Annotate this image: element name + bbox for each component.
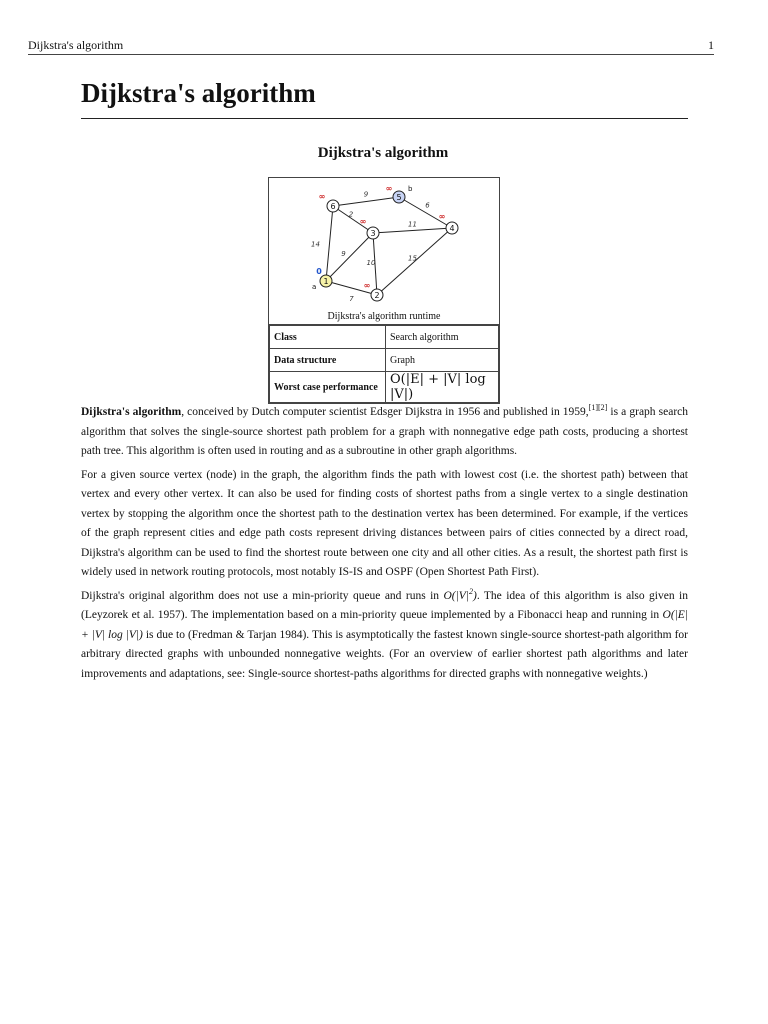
complexity-formula (443, 586, 477, 602)
running-header (28, 38, 714, 54)
node-number-label: 1 (323, 277, 329, 286)
edge-weight-label: 9 (341, 250, 346, 258)
paragraph-text: , conceived by Dutch computer scientist Edsger Dijkstra in 1956 and published in 1959, (181, 406, 589, 418)
article-body (81, 403, 688, 688)
row-value: Graph (386, 349, 499, 372)
edge-weight-label: 10 (366, 259, 376, 267)
row-label: Class (270, 326, 386, 349)
node-letter-label: a (312, 283, 317, 291)
row-label: Data structure (270, 349, 386, 372)
node-number-label: 3 (370, 229, 376, 238)
edge-weight-label: 15 (408, 254, 417, 263)
formula-end: ) (472, 589, 477, 602)
table-row (270, 326, 499, 349)
distance-mark: ∞ (359, 217, 367, 226)
image-caption: Dijkstra's algorithm runtime (327, 311, 441, 322)
page-number: 1 (708, 38, 714, 52)
edge-weight-label: 9 (363, 190, 369, 199)
infobox (268, 177, 500, 404)
formula-base: O(|V| (443, 589, 469, 602)
paragraph-text: is a graph search algorithm that solves the single-source shortest path problem for a graph with nonnegative edge path costs, producing a shortest path tree. This algorithm is often used in routing and as a subroutine in other graph algorithms. (81, 406, 689, 457)
distance-mark: 0 (316, 267, 322, 276)
node-letter-label: b (408, 185, 413, 193)
infobox-table (269, 325, 499, 403)
row-label: Worst case performance (270, 372, 386, 403)
formula-exponent: 2 (468, 586, 473, 596)
table-row (270, 349, 499, 372)
reference-link[interactable]: [1][2] (588, 403, 608, 413)
node-number-label: 5 (396, 193, 402, 202)
edge-weight-label: 11 (408, 220, 417, 229)
distance-mark: ∞ (318, 192, 326, 201)
graph-edge (326, 233, 373, 281)
edge-weight-label: 7 (349, 295, 354, 303)
header-rule (28, 54, 714, 55)
distance-mark: ∞ (363, 281, 371, 290)
table-row (270, 372, 499, 403)
graph-edge (373, 228, 452, 233)
graph-edge (326, 206, 333, 281)
graph-diagram (269, 178, 499, 324)
node-number-label: 2 (374, 291, 380, 300)
node-number-label: 4 (449, 224, 455, 233)
node-number-label: 6 (330, 202, 336, 211)
page-title: Dijkstra's algorithm (81, 78, 316, 108)
row-value: Search algorithm (386, 326, 499, 349)
paragraph-text: is due to (Fredman & Tarjan 1984). This is asymptotically the fastest known single-source shortest-path algorithm for arbitrary directed graphs with unbounded nonnegative weights. (For an overview of earlier shortest path algorithms and later improvements and adaptations, see: Single-source shortest-paths algorithms for directed graphs with nonnegative weights.) (81, 628, 689, 680)
running-title: Dijkstra's algorithm (28, 38, 124, 52)
paragraph (81, 403, 688, 462)
paragraph-text: . The idea of this algorithm is also given in (Leyzorek et al. 1957). The implementation based on a min-priority queue implemented by a Fibonacci heap and running in (81, 589, 688, 621)
graph-image (269, 178, 499, 325)
title-rule (81, 118, 688, 119)
paragraph (81, 587, 688, 685)
distance-mark: ∞ (438, 212, 446, 221)
edge-weight-label: 6 (425, 201, 430, 210)
paragraph: For a given source vertex (node) in the graph, the algorithm finds the path with lowest cost (i.e. the shortest path) between that vertex and every other vertex. It can also be used for finding costs of shortest paths from a single vertex to a single destination vertex by stopping the algorithm once the shortest path to the destination vertex has been determined. For example, if the vertices of the graph represent cities and edge path costs represent driving distances between pairs of cities connected by a direct road, Dijkstra's algorithm can be used to find the shortest route between one city and all other cities. As a result, the shortest path first is widely used in network routing protocols, most notably IS-IS and OSPF (Open Shortest Path First). (81, 468, 688, 578)
distance-mark: ∞ (385, 184, 393, 193)
paragraph-text: Dijkstra's original algorithm does not use a min-priority queue and runs in (81, 589, 444, 602)
edge-weight-label: 2 (348, 210, 354, 219)
complexity-formula: O(|E| + |V| log |V|) (81, 609, 688, 641)
edge-weight-label: 14 (311, 240, 320, 249)
lead-term: Dijkstra's algorithm (81, 406, 182, 418)
infobox-title: Dijkstra's algorithm (317, 145, 449, 161)
row-value-formula: O(|E| + |V| log |V|) (386, 372, 499, 403)
